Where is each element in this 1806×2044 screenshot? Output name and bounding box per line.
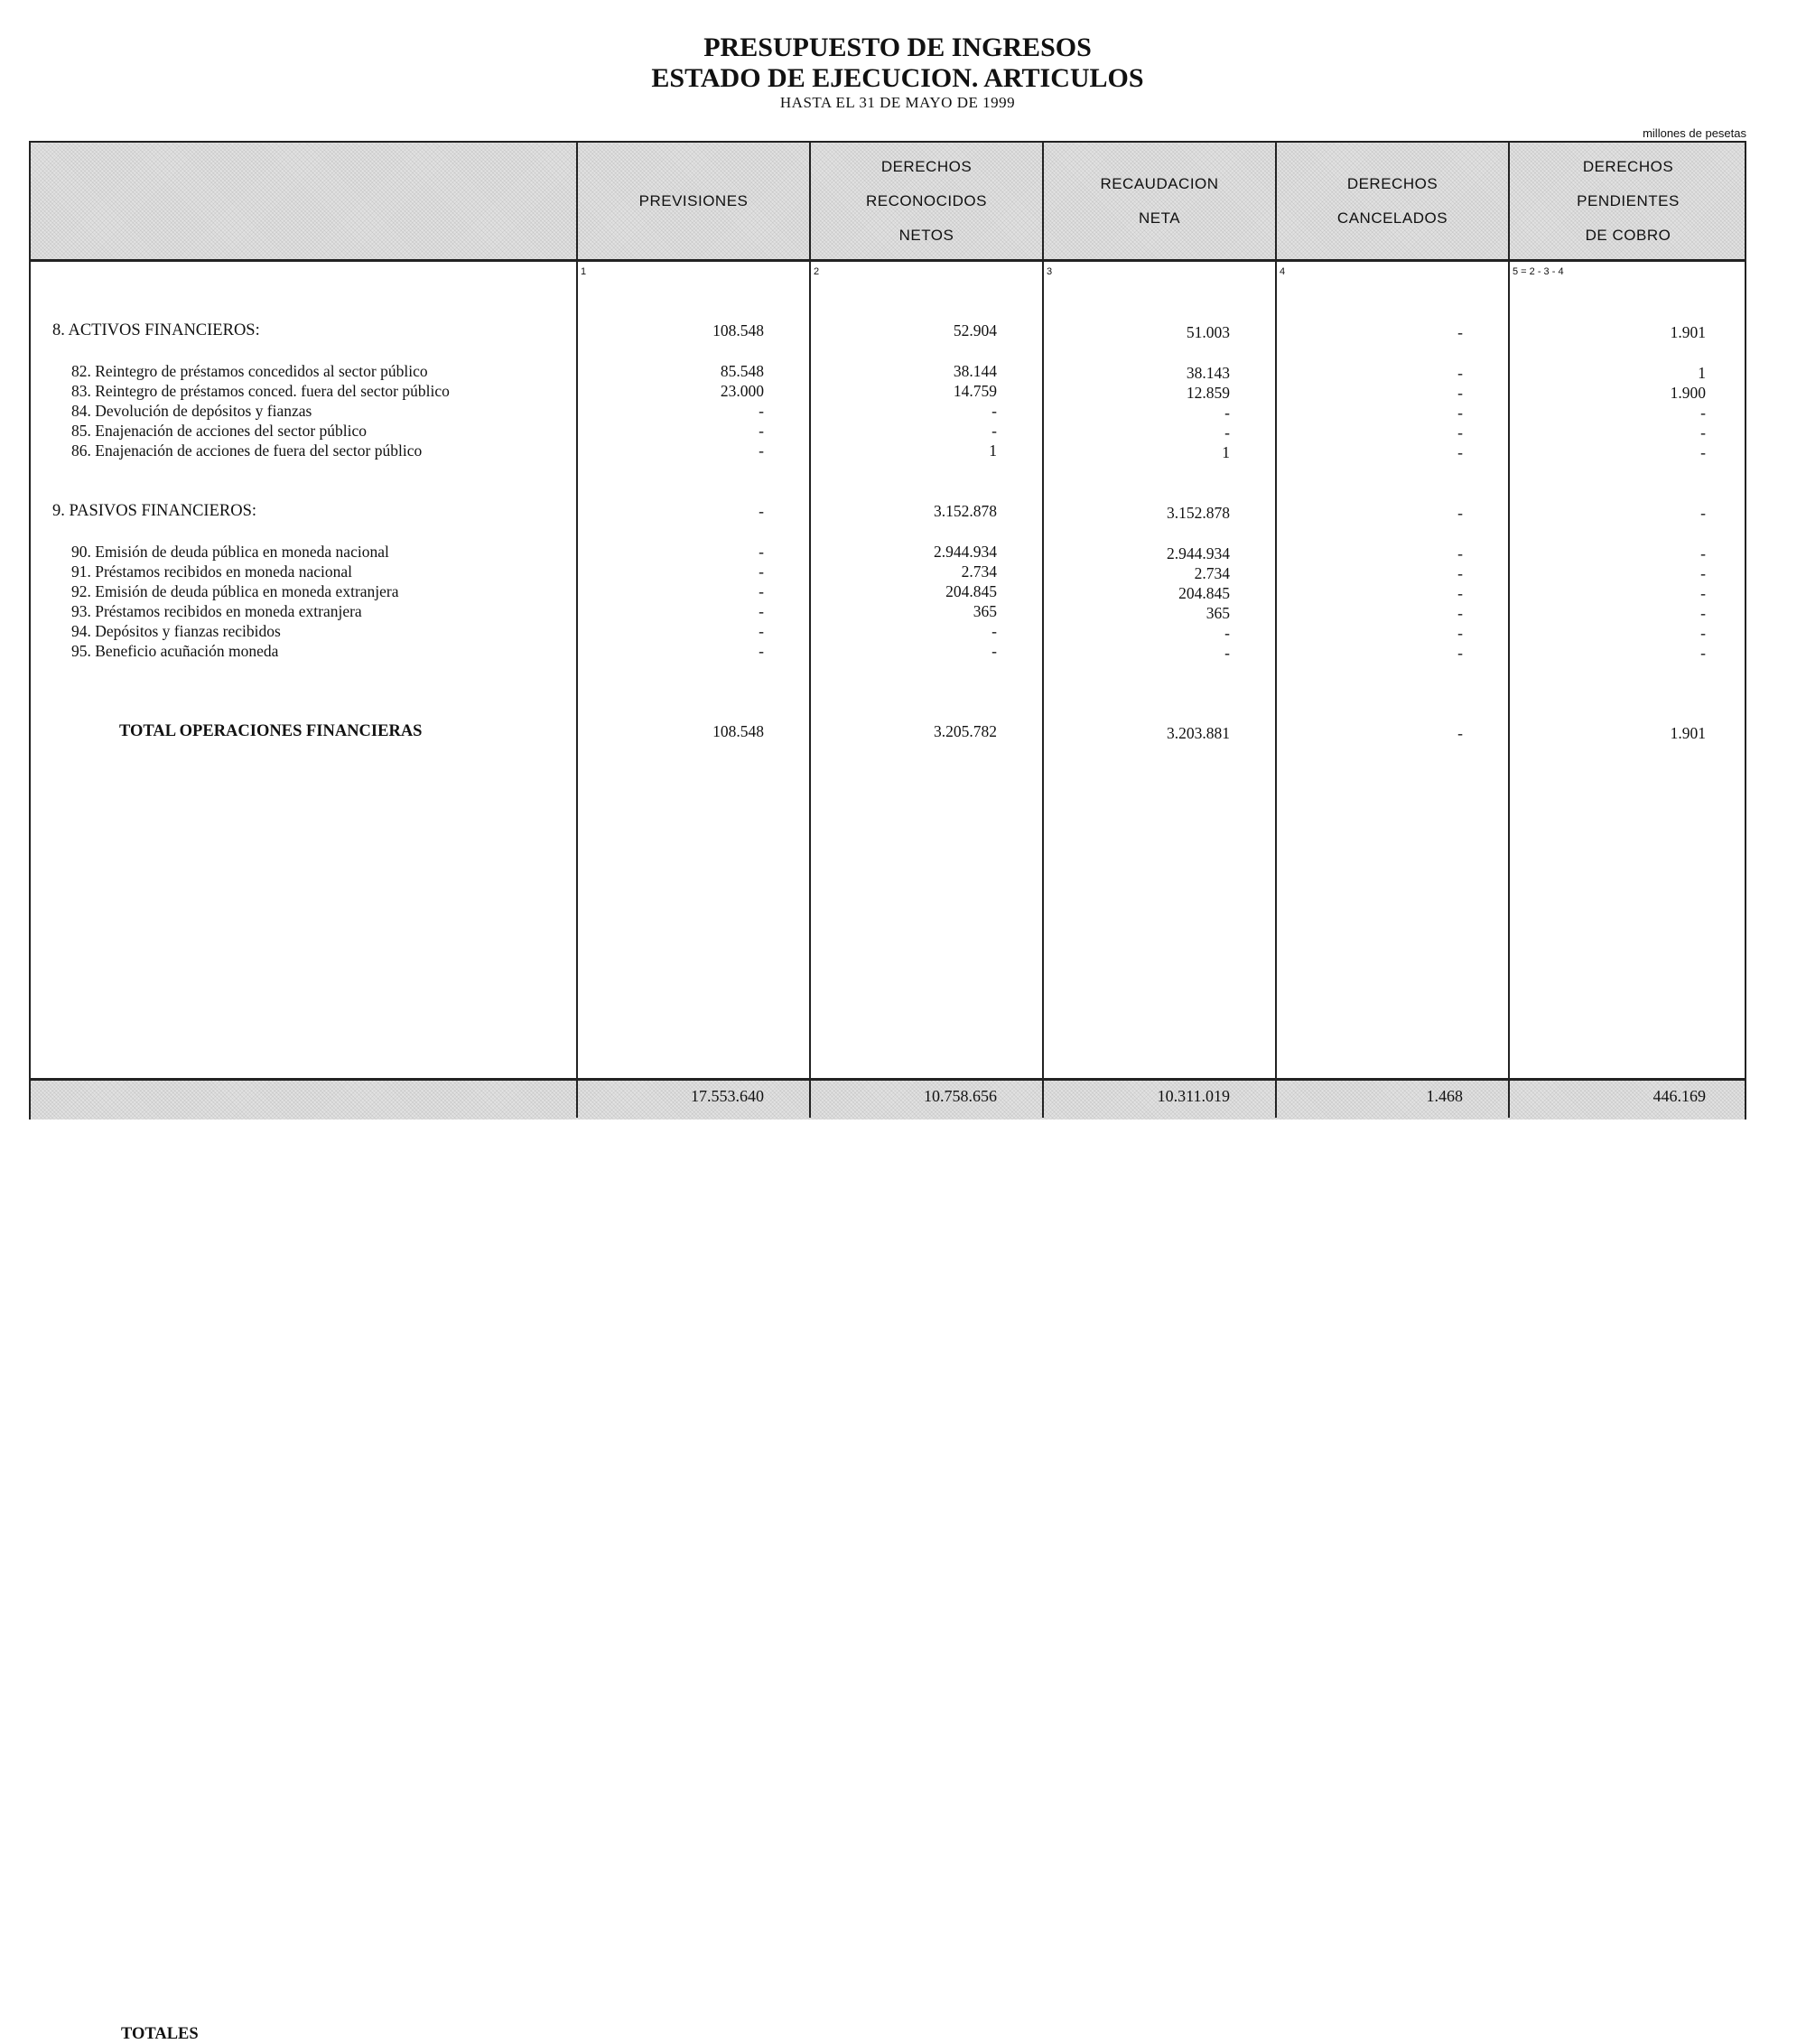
column-header-line: DERECHOS <box>1582 157 1674 175</box>
row-value: 1 <box>989 441 997 460</box>
row-label: 94. Depósitos y fianzas recibidos <box>71 622 281 640</box>
row-value: 2.944.934 <box>934 543 997 561</box>
row-value: - <box>991 422 997 440</box>
row-value: - <box>759 582 764 600</box>
column-header-cancelados <box>1277 143 1508 259</box>
row-label: 90. Emisión de deuda pública en moneda nacional <box>71 543 389 561</box>
total-value: 446.169 <box>1652 1087 1706 1105</box>
row-value: 108.548 <box>712 722 764 740</box>
column-divider <box>1508 143 1510 1118</box>
row-value: - <box>759 441 764 460</box>
column-header-line: DERECHOS <box>880 157 973 175</box>
budget-table <box>29 141 1746 2043</box>
row-value: - <box>991 402 997 420</box>
row-value: - <box>1700 624 1706 642</box>
row-value: - <box>1457 404 1463 422</box>
row-label: 92. Emisión de deuda pública en moneda extranjera <box>71 582 399 600</box>
column-header-pendientes <box>1510 143 1746 259</box>
column-number: 3 <box>1047 266 1053 277</box>
report-title: PRESUPUESTO DE INGRESOS <box>703 33 1092 62</box>
row-value: - <box>1457 544 1463 562</box>
row-value: 1 <box>1698 364 1706 382</box>
row-value: 3.203.881 <box>1167 724 1230 742</box>
row-value: - <box>991 642 997 660</box>
row-value: - <box>1457 323 1463 341</box>
row-value: 52.904 <box>953 321 997 339</box>
row-value: - <box>1457 364 1463 382</box>
column-header-line: DERECHOS <box>1346 174 1438 192</box>
row-value: - <box>1457 604 1463 622</box>
row-value: - <box>1224 404 1230 422</box>
row-label: 95. Beneficio acuñación moneda <box>71 642 279 660</box>
column-header-line: NETOS <box>898 226 954 244</box>
row-value: - <box>1457 504 1463 522</box>
row-value: 204.845 <box>1178 584 1230 602</box>
column-divider <box>809 143 811 1118</box>
row-value: 51.003 <box>1186 323 1230 341</box>
units-note: millones de pesetas <box>1643 126 1746 140</box>
row-label: 93. Préstamos recibidos en moneda extranjera <box>71 602 362 620</box>
row-value: - <box>991 622 997 640</box>
row-value: 204.845 <box>945 582 997 600</box>
totals-label: TOTALES <box>121 2025 199 2043</box>
row-value: 3.152.878 <box>934 502 997 520</box>
row-value: - <box>1457 384 1463 402</box>
column-header-line: PENDIENTES <box>1577 191 1680 209</box>
row-value: - <box>759 562 764 581</box>
row-label: 91. Préstamos recibidos en moneda nacional <box>71 562 353 581</box>
row-value: - <box>1457 724 1463 742</box>
row-value: - <box>1224 624 1230 642</box>
row-value: 1.901 <box>1670 724 1706 742</box>
row-value: 3.152.878 <box>1167 504 1230 522</box>
row-value: - <box>759 622 764 640</box>
row-value: - <box>1224 644 1230 662</box>
row-value: - <box>1457 564 1463 582</box>
row-value: - <box>759 642 764 660</box>
row-value: 2.734 <box>961 562 997 581</box>
report-subtitle: ESTADO DE EJECUCION. ARTICULOS <box>651 63 1144 93</box>
row-value: - <box>1700 644 1706 662</box>
row-value: - <box>1224 423 1230 441</box>
report-date: HASTA EL 31 DE MAYO DE 1999 <box>779 94 1016 111</box>
column-divider <box>1275 143 1277 1118</box>
row-value: - <box>1457 624 1463 642</box>
total-value: 17.553.640 <box>691 1087 764 1105</box>
row-value: - <box>1457 443 1463 461</box>
column-header-line: NETA <box>1138 209 1181 227</box>
row-label: 84. Devolución de depósitos y fianzas <box>71 402 312 420</box>
row-value: 23.000 <box>720 382 764 400</box>
column-header-line: DE COBRO <box>1585 226 1671 244</box>
row-label: 9. PASIVOS FINANCIEROS: <box>52 502 256 520</box>
row-value: 1.900 <box>1670 384 1706 402</box>
row-value: - <box>1700 544 1706 562</box>
column-header-line: RECAUDACION <box>1100 174 1219 192</box>
column-divider <box>576 143 578 1118</box>
row-value: 1 <box>1222 443 1230 461</box>
row-value: 85.548 <box>720 362 764 380</box>
row-value: - <box>759 422 764 440</box>
row-value: - <box>759 402 764 420</box>
column-header-line: RECONOCIDOS <box>866 191 987 209</box>
column-header-derechos-reconocidos <box>811 143 1042 259</box>
row-value: 14.759 <box>953 382 997 400</box>
row-label: TOTAL OPERACIONES FINANCIERAS <box>119 722 423 740</box>
column-number: 1 <box>581 266 587 277</box>
row-label: 82. Reintegro de préstamos concedidos al sector público <box>71 362 428 380</box>
column-header-line: CANCELADOS <box>1336 209 1448 227</box>
column-header-previsiones <box>578 143 809 259</box>
row-value: 38.143 <box>1186 364 1230 382</box>
row-label: 86. Enajenación de acciones de fuera del sector público <box>71 441 423 460</box>
row-value: - <box>759 543 764 561</box>
row-label: 85. Enajenación de acciones del sector público <box>71 422 368 440</box>
row-value: 2.944.934 <box>1167 544 1230 562</box>
row-value: - <box>1700 423 1706 441</box>
total-value: 1.468 <box>1426 1087 1463 1105</box>
row-value: - <box>1700 564 1706 582</box>
row-value: 3.205.782 <box>934 722 997 740</box>
column-divider <box>1042 143 1044 1118</box>
row-value: - <box>1700 604 1706 622</box>
total-value: 10.758.656 <box>924 1087 997 1105</box>
total-value: 10.311.019 <box>1157 1087 1230 1105</box>
row-value: 108.548 <box>712 321 764 339</box>
row-value: - <box>1700 584 1706 602</box>
row-value: - <box>1700 404 1706 422</box>
row-value: - <box>759 502 764 520</box>
column-number: 2 <box>814 266 820 277</box>
row-value: 365 <box>973 602 997 620</box>
column-number: 5 = 2 - 3 - 4 <box>1513 266 1564 277</box>
column-header-recaudacion <box>1044 143 1275 259</box>
row-value: - <box>1457 423 1463 441</box>
row-value: 365 <box>1206 604 1230 622</box>
row-value: - <box>1700 504 1706 522</box>
row-value: 2.734 <box>1194 564 1230 582</box>
row-value: - <box>1700 443 1706 461</box>
row-value: - <box>759 602 764 620</box>
row-value: - <box>1457 584 1463 602</box>
row-label: 83. Reintegro de préstamos conced. fuera del sector público <box>71 382 450 400</box>
row-value: 38.144 <box>953 362 997 380</box>
row-value: 1.901 <box>1670 323 1706 341</box>
row-value: - <box>1457 644 1463 662</box>
row-label: 8. ACTIVOS FINANCIEROS: <box>52 321 260 339</box>
column-number: 4 <box>1280 266 1286 277</box>
column-header-line: PREVISIONES <box>638 191 749 209</box>
row-value: 12.859 <box>1186 384 1230 402</box>
